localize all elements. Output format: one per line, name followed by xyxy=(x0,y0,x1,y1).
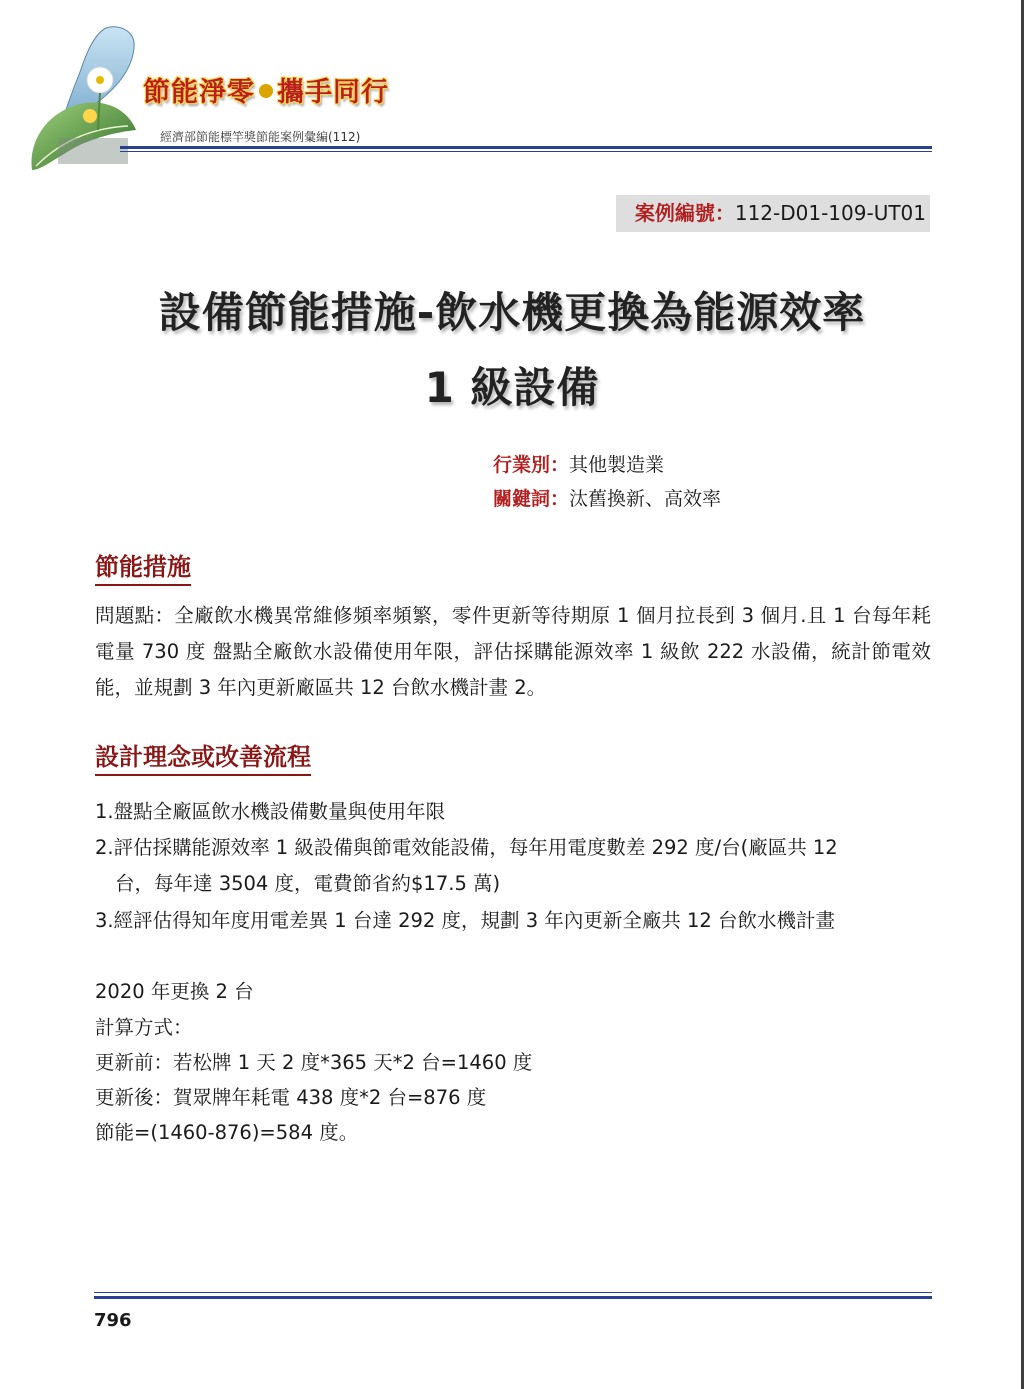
industry-row xyxy=(493,450,664,477)
process-step: 2.評估採購能源效率 1 級設備與節電效能設備，每年用電度數差 292 度/台(廠區共 12 xyxy=(95,836,838,859)
footer-divider xyxy=(94,1296,932,1299)
calc-line: 更新後：賀眾牌年耗電 438 度*2 台=876 度 xyxy=(95,1086,487,1109)
header-divider xyxy=(120,146,932,149)
calc-line: 節能=(1460-876)=584 度。 xyxy=(95,1121,359,1144)
measures-paragraph: 問題點：全廠飲水機異常維修頻率頻繁，零件更新等待期原 1 個月拉長到 3 個月.且 1 台每年耗電量 730 度 盤點全廠飲水設備使用年限，評估採購能源效率 1 級飲 222 水設備，統計節電效能，並規劃 3 年內更新廠區共 12 台飲水機計畫 2。 xyxy=(95,604,931,699)
calc-line: 計算方式： xyxy=(95,1016,193,1039)
keyword-label: 關鍵詞： xyxy=(493,488,570,510)
slogan-part-2: 攜手同行 xyxy=(277,77,389,108)
title-line-1: 設備節能措施-飲水機更換為能源效率 xyxy=(158,288,866,337)
slogan-part-1: 節能淨零 xyxy=(143,77,255,108)
header-divider-thin xyxy=(120,151,932,152)
footer-divider-thin xyxy=(94,1292,932,1293)
calc-line: 2020 年更換 2 台 xyxy=(95,980,254,1003)
section-heading-measures: 節能措施 xyxy=(95,547,191,586)
industry-value: 其他製造業 xyxy=(569,454,665,476)
slogan xyxy=(143,70,389,109)
process-step: 3.經評估得知年度用電差異 1 台達 292 度，規劃 3 年內更新全廠共 12 台飲水機計畫 xyxy=(95,909,836,932)
title-line-2: 1 級設備 xyxy=(424,363,600,412)
case-number-value: 112-D01-109-UT01 xyxy=(734,201,926,225)
case-number-box xyxy=(616,195,930,232)
flower-dot-icon xyxy=(259,84,273,98)
publication-subtitle: 經濟部節能標竿獎節能案例彙編(112) xyxy=(160,130,361,144)
keyword-value: 汰舊換新、高效率 xyxy=(569,488,722,510)
industry-label: 行業別： xyxy=(493,454,570,476)
calc-line: 更新前：若松牌 1 天 2 度*365 天*2 台=1460 度 xyxy=(95,1051,533,1074)
page-number: 796 xyxy=(94,1310,132,1331)
process-step-continued: 台，每年達 3504 度，電費節省約$17.5 萬) xyxy=(115,872,501,895)
case-number-label: 案例編號： xyxy=(634,201,735,225)
keyword-row xyxy=(493,484,721,511)
section-heading-process: 設計理念或改善流程 xyxy=(95,737,311,776)
process-step: 1.盤點全廠區飲水機設備數量與使用年限 xyxy=(95,800,446,823)
